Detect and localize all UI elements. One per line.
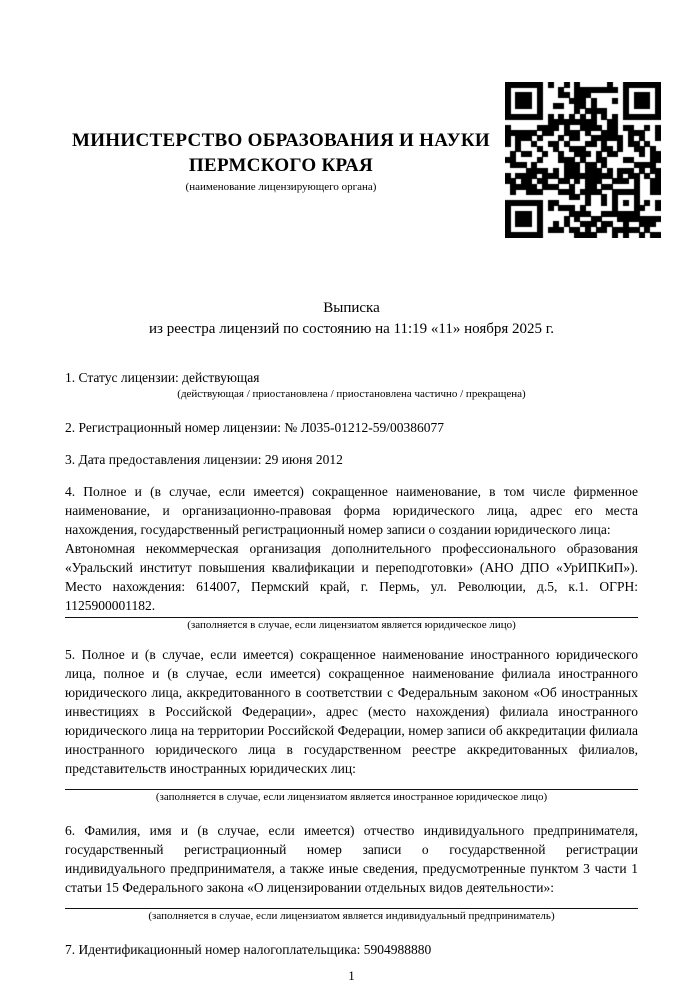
individual-entrepreneur-caption: (заполняется в случае, если лицензиатом является индивидуальный предприниматель)	[148, 910, 555, 922]
individual-entrepreneur-field-label: 6. Фамилия, имя и (в случае, если имеется) отчество индивидуального предпринимателя, государственный регистрационный номер записи о государственной регистрации индивидуального предпринимателя, а также иные сведения, предусмотренные пунктом 3 части 1 статьи 15 Федерального закона «О лицензировании отдельных видов деятельности»:	[65, 823, 638, 895]
foreign-entity-caption: (заполняется в случае, если лицензиатом является иностранное юридическое лицо)	[155, 791, 548, 803]
license-registration-number-line: 2. Регистрационный номер лицензии: № Л035-01212-59/00386077	[65, 420, 445, 435]
licensing-authority-header	[65, 128, 497, 194]
authority-name-line2: ПЕРМСКОГО КРАЯ	[188, 155, 374, 176]
legal-entity-field-label: 4. Полное и (в случае, если имеется) сокращенное наименование, в том числе фирменное наименование, и организационно-правовая форма юридического лица, адрес его места нахождения, государственный регистрационный номер записи о создании юридического лица:	[65, 484, 638, 537]
authority-caption: (наименование лицензирующего органа)	[185, 181, 377, 193]
document-title	[65, 298, 638, 340]
authority-name-line1: МИНИСТЕРСТВО ОБРАЗОВАНИЯ И НАУКИ	[71, 130, 491, 151]
license-status-options-caption: (действующая / приостановлена / приостановлена частично / прекращена)	[177, 388, 526, 400]
legal-entity-field-value: Автономная некоммерческая организация дополнительного профессионального образования «Уральский институт повышения квалификации и переподготовки» (АНО ДПО «УрИПКиП»). Место нахождения: 614007, Пермский край, г. Пермь, ул. Революции, д.5, к.1. ОГРН: 1125900001182.	[65, 541, 638, 613]
document-title-line2: из реестра лицензий по состоянию на 11:19 «11» ноября 2025 г.	[149, 321, 554, 337]
foreign-entity-field-label: 5. Полное и (в случае, если имеется) сокращенное наименование иностранного юридического лица, полное и (в случае, если имеется) сокращенное наименование филиала иностранного юридического лица, аккредитованного в соответствии с Федеральным законом «Об иностранных инвестициях в Российской Федерации», адрес (место нахождения) филиала иностранного юридического лица на территории Российской Федерации, номер записи об аккредитации филиала иностранного юридического лица в государственном реестре аккредитованных филиалов, представительств иностранных юридических лиц:	[65, 647, 638, 776]
document-content	[65, 0, 638, 984]
legal-entity-caption: (заполняется в случае, если лицензиатом является юридическое лицо)	[187, 619, 516, 631]
page-number: 1	[348, 968, 355, 983]
document-title-line1: Выписка	[323, 300, 380, 316]
license-status-line: 1. Статус лицензии: действующая	[65, 370, 260, 385]
license-grant-date-line: 3. Дата предоставления лицензии: 29 июня 2012	[65, 452, 343, 467]
taxpayer-id-line: 7. Идентификационный номер налогоплательщика: 5904988880	[65, 942, 432, 957]
